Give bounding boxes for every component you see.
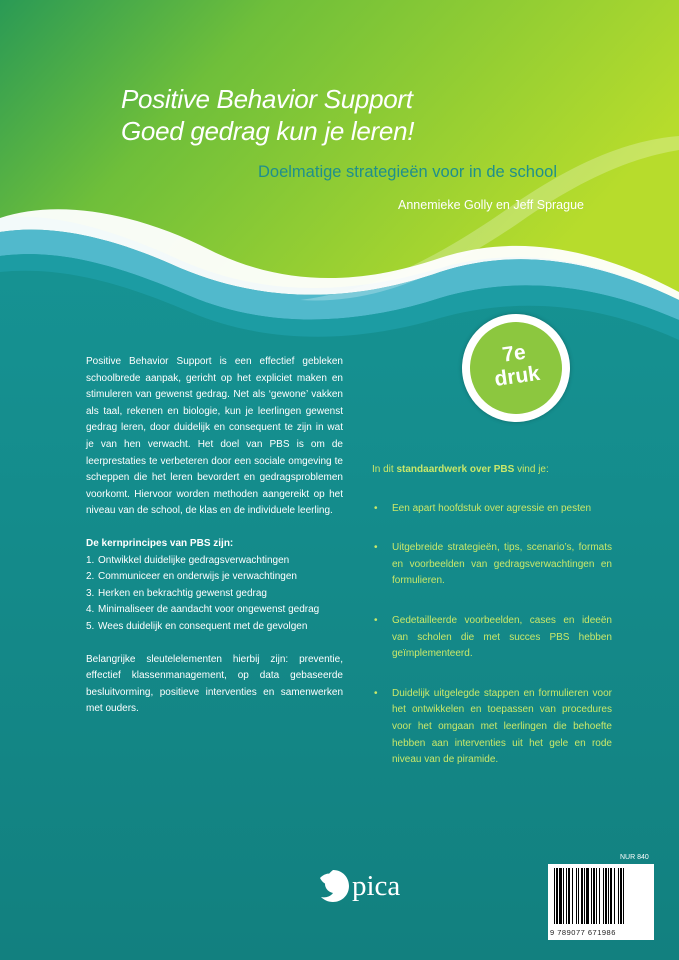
principle-item [86, 553, 343, 570]
feature-item [372, 686, 612, 769]
intro-paragraph: Positive Behavior Support is een effectief gebleken schoolbrede aanpak, gericht op het expliciet maken en stimuleren van gewenst gedrag. Net als ‘gewone’ vakken als taal, rekenen en biologie, kun je leerlingen gewenst gedrag leren, door duidelijk en consequent te zijn in wat je van hen verwacht. Het doel van PBS is om de leerprestaties te verbeteren door een sociale omgeving te scheppen die het leren bevordert en gedragsproblemen voorkomt. Hiervoor worden methoden aangereikt op het niveau van de school, de klas en de individuele leerling. [86, 356, 343, 517]
barcode-bar [603, 868, 604, 924]
principle-text: Ontwikkel duidelijke gedragsverwachtingen [98, 554, 290, 566]
principle-item [86, 569, 343, 586]
barcode-bar [591, 868, 592, 924]
barcode-bar [563, 868, 564, 924]
bullet-icon: • [374, 542, 378, 554]
right-intro-post: vind je: [514, 464, 549, 475]
principle-text: Communiceer en onderwijs je verwachtingen [98, 571, 297, 583]
barcode-bar [618, 868, 619, 924]
pica-logo-icon [316, 868, 350, 904]
barcode-bar [605, 868, 607, 924]
barcode-bar [554, 868, 555, 924]
feature-text: Gedetailleerde voorbeelden, cases en ideeën van scholen die met succes PBS hebben geïmplementeerd. [392, 614, 612, 660]
right-intro [372, 462, 612, 479]
barcode-bar [568, 868, 570, 924]
principle-text: Herken en bekrachtig gewenst gedrag [98, 587, 267, 599]
principle-number: 2. [86, 571, 95, 583]
principle-number: 3. [86, 587, 95, 599]
feature-item [372, 501, 612, 518]
bullet-icon: • [374, 687, 378, 699]
left-column [86, 354, 343, 718]
barcode-bar [572, 868, 573, 924]
feature-text: Een apart hoofdstuk over agressie en pesten [392, 502, 592, 514]
principle-number: 1. [86, 554, 95, 566]
barcode-bar [608, 868, 609, 924]
barcode-bar [566, 868, 567, 924]
barcode-bar [610, 868, 612, 924]
barcode-bar [593, 868, 595, 924]
title-line-1: Positive Behavior Support [121, 84, 413, 114]
barcode-bar [581, 868, 583, 924]
edition-number: 7e [500, 340, 528, 367]
principle-item [86, 619, 343, 636]
principle-text: Minimaliseer de aandacht voor ongewenst gedrag [98, 604, 320, 616]
barcode-bar [576, 868, 577, 924]
principles-heading: De kernprincipes van PBS zijn: [86, 537, 234, 549]
barcode-bars [548, 864, 654, 926]
edition-label: druk [493, 361, 542, 391]
closing-paragraph: Belangrijke sleutelelementen hierbij zijn: preventie, effectief klassenmanagement, op data gebaseerde besluitvorming, positieve interventies en samenwerken met ouders. [86, 653, 343, 715]
principles-list [86, 553, 343, 636]
right-column [372, 462, 612, 792]
bullet-icon: • [374, 502, 378, 514]
principle-number: 5. [86, 620, 95, 632]
feature-item [372, 540, 612, 590]
principle-number: 4. [86, 604, 95, 616]
right-intro-bold: standaardwerk over PBS [396, 464, 515, 475]
title-line-2: Goed gedrag kun je leren! [121, 116, 415, 146]
principle-item [86, 586, 343, 603]
subtitle: Doelmatige strategieën voor in de school [258, 163, 558, 181]
principle-text: Wees duidelijk en consequent met de gevolgen [98, 620, 308, 632]
edition-badge-inner [464, 316, 568, 420]
nur-code: NUR 840 [620, 854, 649, 861]
barcode-bar [586, 868, 589, 924]
barcode-bar [559, 868, 562, 924]
features-list [372, 501, 612, 769]
barcode-bar [578, 868, 579, 924]
barcode-bar [614, 868, 615, 924]
isbn-number: 9 789077 671986 [550, 928, 616, 937]
feature-text: Duidelijk uitgelegde stappen en formulieren voor het ontwikkelen en toepassen van procedures voor het omgaan met leerlingen die behoefte hebben aan interventies uit het gele en rode niveau van de piramide. [392, 687, 612, 766]
publisher-name: pica [352, 870, 401, 902]
barcode-bar [623, 868, 624, 924]
feature-item [372, 613, 612, 663]
barcode-bar [596, 868, 597, 924]
barcode-bar [556, 868, 558, 924]
principle-item [86, 602, 343, 619]
bullet-icon: • [374, 614, 378, 626]
barcode-bar [620, 868, 622, 924]
feature-text: Uitgebreide strategieën, tips, scenario’s, formats en voorbeelden van gedragsverwachtingen en formulieren. [392, 542, 612, 587]
barcode-bar [599, 868, 600, 924]
barcode-bar [584, 868, 585, 924]
right-intro-pre: In dit [372, 464, 397, 475]
authors: Annemieke Golly en Jeff Sprague [398, 198, 584, 212]
